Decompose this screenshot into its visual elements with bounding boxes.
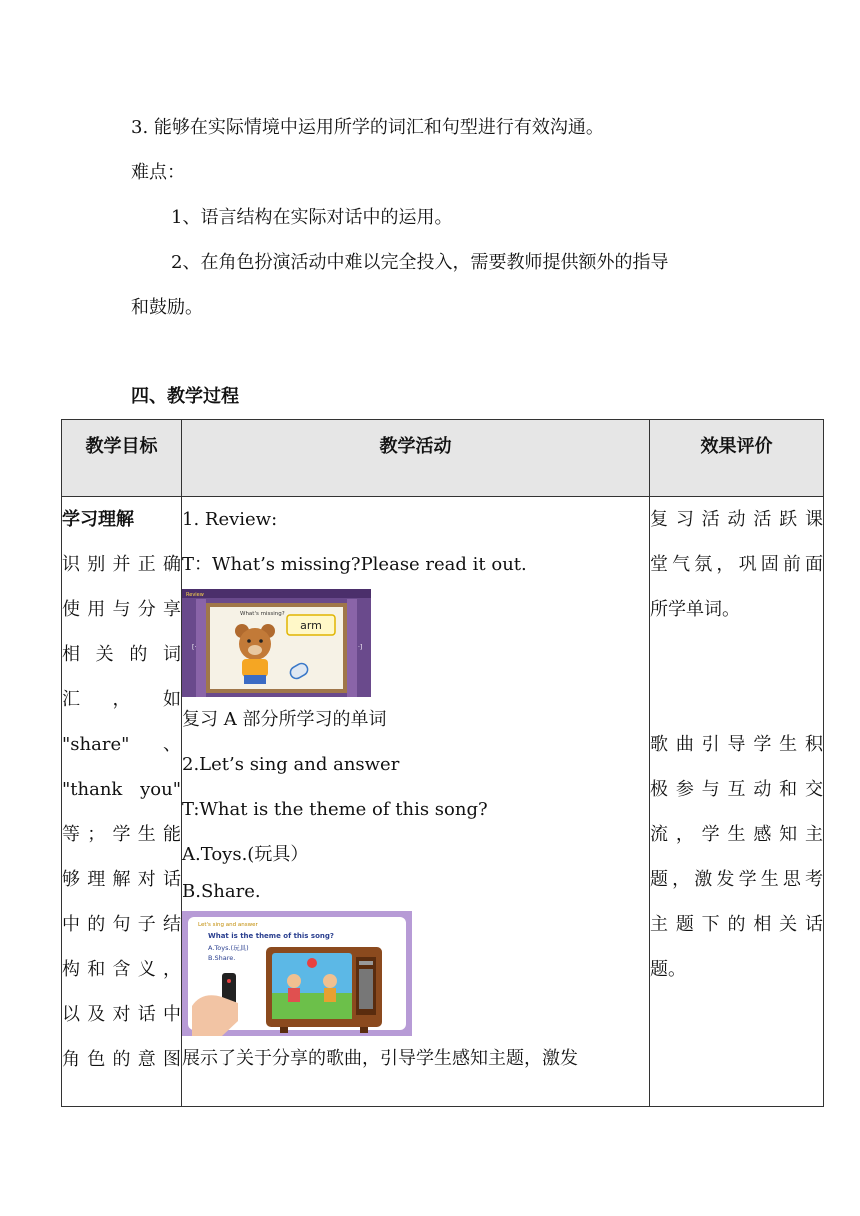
sing-title: 2.Let’s sing and answer — [182, 754, 400, 775]
evaluation-line: 主题下的相关话 — [650, 914, 823, 935]
svg-text:[·: [· — [192, 644, 197, 651]
evaluation-line: 复习活动活跃课 — [650, 509, 823, 530]
slide2-question: What is the theme of this song? — [208, 932, 334, 940]
review-slide-image — [182, 589, 371, 697]
goal-line: 中的句子结 — [62, 914, 181, 935]
slide2-header: Let's sing and answer — [198, 922, 258, 928]
sing-question: T:What is the theme of this song? — [182, 799, 488, 820]
option-b: B.Share. — [182, 881, 261, 902]
goal-line: 够理解对话 — [62, 869, 181, 890]
goal-line: "share" 、 — [62, 734, 181, 755]
goal-line: "thank you" — [62, 779, 181, 800]
evaluation-spacer — [650, 632, 823, 722]
slide2-opt-a: A.Toys.(玩具) — [208, 944, 249, 952]
option-a: A.Toys.(玩具） — [182, 844, 309, 865]
svg-text:·]: ·] — [358, 644, 363, 651]
objective-3: 3. 能够在实际情境中运用所学的词汇和句型进行有效沟通。 — [131, 117, 604, 138]
evaluation-line: 极参与互动和交 — [650, 779, 823, 800]
header-evaluation: 效果评价 — [650, 420, 824, 497]
teaching-process-table — [61, 419, 824, 1107]
goal-line: 汇，如 — [62, 689, 181, 710]
evaluation-line: 所学单词。 — [650, 599, 740, 620]
evaluation-line: 堂气氛，巩固前面 — [650, 554, 823, 575]
evaluation-line: 流，学生感知主 — [650, 824, 823, 845]
goal-lead: 学习理解 — [62, 509, 134, 530]
activity-cell — [182, 497, 650, 1107]
song-slide-image — [182, 911, 412, 1036]
review-note: 复习 A 部分所学习的单词 — [182, 709, 387, 730]
section-title: 四、教学过程 — [131, 386, 239, 407]
difficulty-point-2: 2、在角色扮演活动中难以完全投入，需要教师提供额外的指导 — [171, 252, 669, 273]
review-title: 1. Review: — [182, 509, 278, 530]
header-goal: 教学目标 — [62, 420, 182, 497]
slide1-word: arm — [300, 619, 322, 632]
slide1-header: Review — [186, 592, 204, 598]
goal-line: 构和含义， — [62, 959, 181, 980]
song-note: 展示了关于分享的歌曲，引导学生感知主题，激发 — [182, 1048, 578, 1069]
evaluation-line: 题，激发学生思考 — [650, 869, 823, 890]
slide1-prompt: What's missing? — [240, 611, 285, 617]
evaluation-line: 题。 — [650, 959, 686, 980]
goal-line: 识别并正确 — [62, 554, 181, 575]
goal-line: 使用与分享 — [62, 599, 181, 620]
difficulty-label: 难点： — [131, 162, 185, 183]
goal-line: 以及对话中 — [62, 1004, 181, 1025]
goal-line: 角色的意图 — [62, 1049, 181, 1070]
goal-line: 相关的词 — [62, 644, 181, 665]
slide2-opt-b: B.Share. — [208, 954, 236, 962]
goal-cell — [62, 497, 182, 1107]
goal-line: 等；学生能 — [62, 824, 181, 845]
evaluation-line: 歌曲引导学生积 — [650, 734, 823, 755]
review-question: T：What’s missing?Please read it out. — [182, 554, 527, 575]
difficulty-point-2-cont: 和鼓励。 — [131, 297, 203, 318]
evaluation-cell — [650, 497, 824, 1107]
header-activity: 教学活动 — [182, 420, 650, 497]
difficulty-point-1: 1、语言结构在实际对话中的运用。 — [171, 207, 453, 228]
